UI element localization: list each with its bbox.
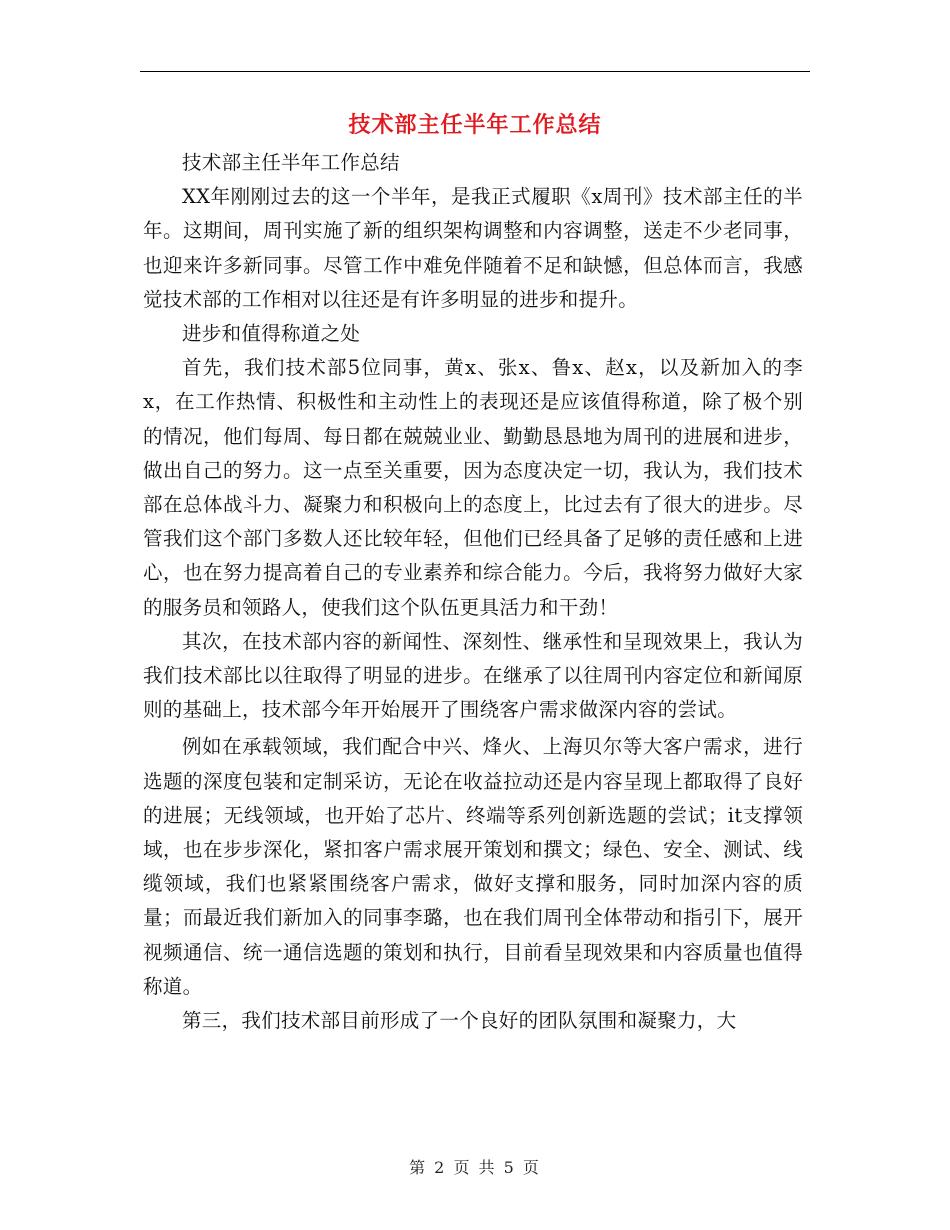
paragraph-subtitle: 技术部主任半年工作总结 — [182, 151, 400, 174]
document-title: 技术部主任半年工作总结 — [348, 113, 602, 138]
page-number-footer: 第 2 页 共 5 页 — [409, 1158, 541, 1177]
section-heading-progress: 进步和值得称道之处 — [182, 322, 361, 346]
paragraph-intro: XX年刚刚过去的这一个半年，是我正式履职《x周刊》技术部主任的半年。这期间，周刊实施了新的组织架构调整和内容调整，送走不少老同事，也迎来许多新同事。尽管工作中难免伴随着不足和缺憾，但总体而言，我感觉技术部的工作相对以往还是有许多明显的进步和提升。 — [143, 185, 803, 311]
paragraph-third-point: 第三，我们技术部目前形成了一个良好的团队氛围和凝聚力，大 — [182, 1009, 737, 1033]
paragraph-first-point: 首先，我们技术部5位同事，黄x、张x、鲁x、赵x，以及新加入的李x，在工作热情、积极性和主动性上的表现还是应该值得称道，除了极个别的情况，他们每周、每日都在兢兢业业、勤勤恳恳地为周刊的进展和进步，做出自己的努力。这一点至关重要，因为态度决定一切，我认为，我们技术部在总体战斗力、凝聚力和积极向上的态度上，比过去有了很大的进步。尽管我们这个部门多数人还比较年轻，但他们已经具备了足够的责任感和上进心，也在努力提高着自己的专业素养和综合能力。今后，我将努力做好大家的服务员和领路人，使我们这个队伍更具活力和干劲！ — [143, 356, 803, 619]
paragraph-second-point: 其次，在技术部内容的新闻性、深刻性、继承性和呈现效果上，我认为我们技术部比以往取得了明显的进步。在继承了以往周刊内容定位和新闻原则的基础上，技术部今年开始展开了围绕客户需求做深内容的尝试。 — [143, 629, 803, 722]
header-rule — [140, 71, 810, 72]
paragraph-examples: 例如在承载领域，我们配合中兴、烽火、上海贝尔等大客户需求，进行选题的深度包装和定制采访，无论在收益拉动还是内容呈现上都取得了良好的进展；无线领域，也开始了芯片、终端等系列创新选题的尝试；it支撑领域，也在步步深化，紧扣客户需求展开策划和撰文；绿色、安全、测试、线缆领域，我们也紧紧围绕客户需求，做好支撑和服务，同时加深内容的质量；而最近我们新加入的同事李璐，也在我们周刊全体带动和指引下，展开视频通信、统一通信选题的策划和执行，目前看呈现效果和内容质量也值得称道。 — [143, 735, 803, 998]
document-body — [143, 146, 803, 1038]
